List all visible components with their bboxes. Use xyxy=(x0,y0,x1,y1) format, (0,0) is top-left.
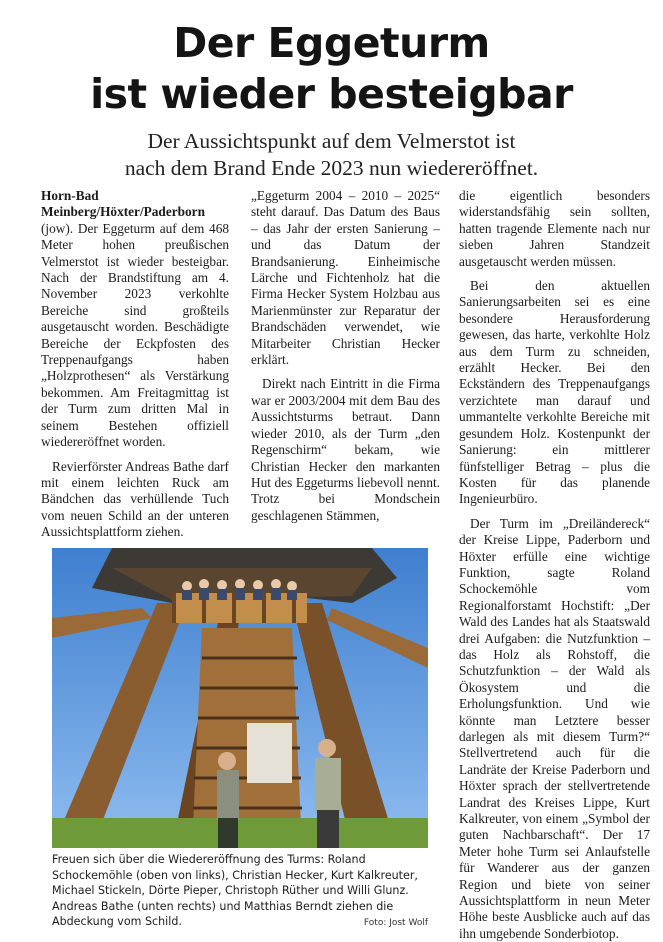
people-bodies xyxy=(182,588,297,600)
grass xyxy=(52,818,428,848)
body-paragraph: Der Turm im „Dreiländereck“ der Kreise Lippe, Paderborn und Höxter erfülle eine wichtige Funktion, sagte Roland Schockemöhle vom Regionalforstamt Hochstift: „Der Wald des Landes hat als Staatswald drei Aufgaben: die Nutzfunktion – das Holz als Rohstoff, die Schutzfunktion – der Wald als Ökosystem und die Erholungsfunktion. Und wie könnte man Letztere besser darlegen als mit diesem Turm?“ Stellvertretend auch für die Landräte der Kreise Paderborn und Höxter sprach der stellvertretende Landrat des Kreises Lippe, Kurt Kalkreuter, von einem „Symbol der guten Nachbarschaft“. Der 17 Meter hohe Turm sei Anlaufstelle für Wanderer aus der ganzen Region und biete von seiner Aussichtsplattform in neun Meter Höhe beste Ausblicke auch auf das ihn umgebende Sonderbiotop. xyxy=(459,515,650,941)
headline-line-2: ist wieder besteigbar xyxy=(90,70,573,118)
subheadline-line-1: Der Aussichtspunkt auf dem Velmerstot ist xyxy=(147,129,516,153)
body-paragraph: Direkt nach Eintritt in die Firma war er 2003/2004 mit dem Bau des Aussichtsturms betraut. Dann wieder 2010, als der Turm „den Regenschirm“ bekam, wie Christian Hecker den markanten Hut des Eggeturms liebevoll nennt. Trotz bei Mondschein geschlagenen Stämmen, xyxy=(251,376,440,523)
article-column-1 xyxy=(41,188,229,541)
headline-line-1: Der Eggeturm xyxy=(173,19,490,67)
body-paragraph xyxy=(41,188,229,451)
body-paragraph: Revierförster Andreas Bathe darf mit einem leichten Ruck am Bändchen das verhüllende Tuch vom neuen Schild an der unteren Aussichtsplattform ziehen. xyxy=(41,458,229,540)
body-paragraph: „Eggeturm 2004 – 2010 – 2025“ steht darauf. Das Datum des Baus – das Jahr der ersten Sanierung – und das Datum der Brandsanierung. Einheimische Lärche und Fichtenholz hat die Firma Hecker System Holzbau aus Marienmünster zur Reparatur der Brandschäden verwendet, wie Mitarbeiter Christian Hecker erklärt. xyxy=(251,188,440,368)
article-column-3 xyxy=(459,188,650,942)
article-column-2 xyxy=(251,188,440,524)
dateline: Horn-Bad Meinberg/Höxter/Paderborn xyxy=(41,188,205,220)
paragraph-text: (jow). Der Eggeturm auf dem 468 Meter hohen preußischen Velmerstot ist wieder besteigbar. Nach der Brandstiftung am 4. November 2023 verkohlte Bereiche sind großteils ausgetauscht worden. Beschädigte Bereiche der Eckpfosten des Treppenaufgangs haben „Holzprothesen“ als Verstärkung bekommen. Am Freitagmittag ist der Turm zum dritten Mal in seinem Bestehen offiziell wiedereröffnet worden. xyxy=(41,220,229,450)
tower-illustration xyxy=(52,548,428,848)
body-paragraph: die eigentlich besonders widerstandsfähig sein sollten, hatten tragende Elemente nach nur sieben Jahren Standzeit ausgetauscht werden müssen. xyxy=(459,188,650,269)
article-subheadline xyxy=(0,128,663,182)
article-headline xyxy=(0,18,663,120)
photo-caption xyxy=(52,852,428,932)
banner xyxy=(247,723,292,783)
body-paragraph: Bei den aktuellen Sanierungsarbeiten sei es eine besondere Herausforderung gewesen, das harte, verkohlte Holz aus dem Turm zu schneiden, erzählt Hecker. Bei den Eckständern des Treppenaufgangs verzichtete man darauf und ummantelte verkohlte Bereiche mit gesundem Holz. Kostenpunkt der Sanierung: ein mittlerer fünfstelliger Betrag – plus die Kosten für das planende Ingenieurbüro. xyxy=(459,278,650,507)
subheadline-line-2: nach dem Brand Ende 2023 nun wiedereröffnet. xyxy=(124,156,539,180)
photo-credit: Foto: Jost Wolf xyxy=(363,918,428,929)
caption-text: Freuen sich über die Wiedereröffnung des Turms: Roland Schockemöhle (oben von links), Christian Hecker, Kurt Kalkreuter, Michael Stickeln, Dörte Pieper, Christoph Rüther und Willi Glunz. Andreas Bathe (unten rechts) und Matthias Berndt ziehen die Abdeckung vom Schild. xyxy=(52,853,418,929)
tower-photo xyxy=(52,548,428,848)
